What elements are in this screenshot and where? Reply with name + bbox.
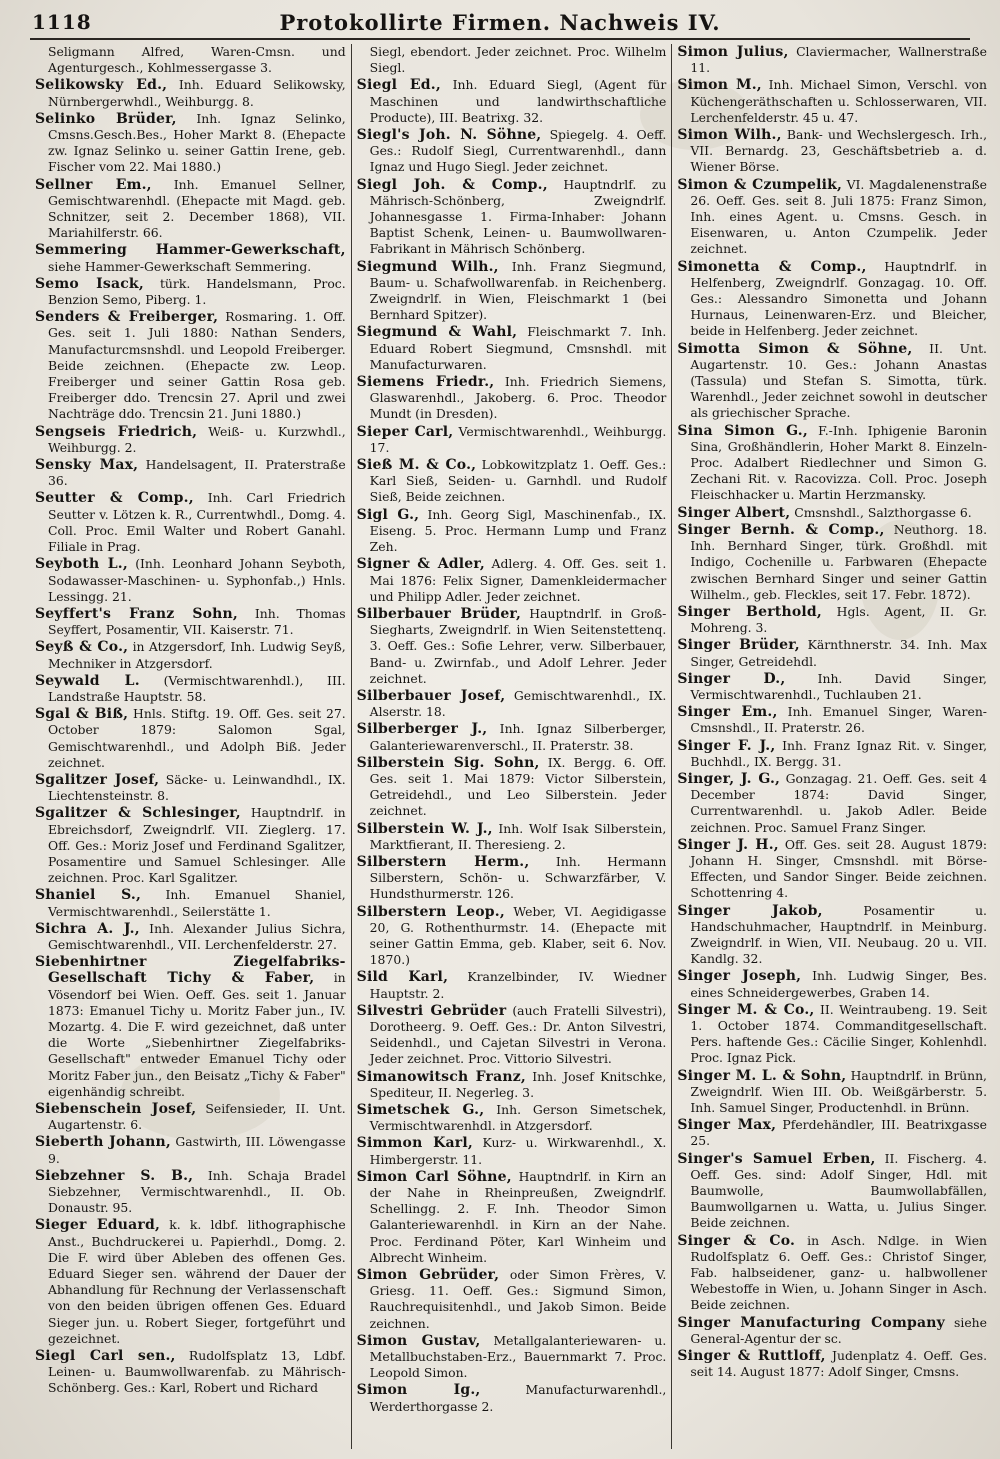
entry-text: Inh. Eduard Selikowsky, Nürnbergerwhdl., Weihburgg. 8. xyxy=(48,77,346,109)
entry-text: Hauptndrlf. in Brünn, Zweigndrlf. Wien III. Ob. Weißgärberstr. 5. Inh. Samuel Singer, Productenhdl. in Brünn. xyxy=(690,1067,988,1115)
directory-entry xyxy=(357,821,667,853)
firm-name: Silberstern Leop., xyxy=(356,903,505,920)
firm-name: Simonetta & Comp., xyxy=(677,258,867,275)
entry-text: Gastwirth, III. Löwengasse 9. xyxy=(48,1134,346,1166)
firm-name: Siegmund Wilh., xyxy=(356,258,499,275)
firm-name: Sichra A. J., xyxy=(35,920,140,937)
entry-text: Hauptndrlf. zu Mährisch-Schönberg, Zweigndrlf. Johannesgasse 1. Firma-Inhaber: Johann Baptist Schenk, Leinen- u. Baumwollwaren-Fabrikant in Mährisch Schönberg. xyxy=(369,176,667,257)
firm-name: Simon Julius, xyxy=(677,44,789,60)
firm-name: Singer Em., xyxy=(677,704,778,721)
firm-name: Seyffert's Franz Sohn, xyxy=(35,605,238,622)
directory-entry xyxy=(677,671,987,703)
directory-entry xyxy=(357,1135,667,1167)
directory-entry xyxy=(357,324,667,373)
directory-entry xyxy=(677,341,987,422)
firm-name: Singer Max, xyxy=(677,1117,777,1134)
firm-name: Singer F. J., xyxy=(677,737,776,754)
firm-name: Seyß & Co., xyxy=(35,639,129,656)
directory-entry xyxy=(677,1348,987,1380)
entry-text: Inh. Ignaz Silberberger, Galanteriewarenverschl., II. Praterstr. 38. xyxy=(369,721,667,753)
directory-entry xyxy=(357,77,667,126)
firm-name: Silberstein W. J., xyxy=(356,820,493,837)
entry-text: Fleischmarkt 7. Inh. Eduard Robert Siegmund, Cmsnshdl. mit Manufacturwaren. xyxy=(369,324,667,372)
entry-text: Kurz- u. Wirkwarenhdl., X. Himbergerstr. 11. xyxy=(369,1135,667,1167)
directory-entry xyxy=(357,1267,667,1332)
entry-text: Hauptndrlf. in Helfenberg, Zweigndrlf. Gonzagag. 10. Off. Ges.: Alessandro Simonetta und Johann Hurnaus, Leinenwaren-Erz. und Bleicher, beide in Helfenberg. Jeder zeichnet. xyxy=(690,258,988,339)
firm-name: Silberbauer Brüder, xyxy=(356,605,522,622)
directory-entry xyxy=(357,259,667,324)
page-title: Protokollirte Firmen. Nachweis IV. xyxy=(279,9,721,35)
firm-name: Sigl G., xyxy=(356,506,420,523)
entry-text: Bank- und Wechslergesch. Irh., VII. Bernardg. 23, Geschäftsbetrieb a. d. Wiener Börse. xyxy=(690,127,988,175)
entry-text: Inh. Ignaz Selinko, Cmsns.Gesch.Bes., Hoher Markt 8. (Ehepacte zw. Ignaz Selinko u. seiner Gattin Irene, geb. Fischer vom 22. Mai 1880.) xyxy=(48,110,346,175)
firm-name: Sieberth Johann, xyxy=(35,1134,171,1151)
firm-name: Silvestri Gebrüder xyxy=(356,1002,507,1019)
entry-text: Inh. Gerson Simetschek, Vermischtwarenhdl. in Atzgersdorf. xyxy=(369,1102,667,1134)
directory-entry xyxy=(677,1233,987,1314)
entry-text: Adlerg. 4. Off. Ges. seit 1. Mai 1876: Felix Signer, Damenkleidermacher und Philipp Adler. Jeder zeichnet. xyxy=(369,556,667,604)
column-right xyxy=(671,44,992,1449)
entry-text: Hgls. Agent, II. Gr. Mohreng. 3. xyxy=(690,603,987,636)
entry-text: Inh. Georg Sigl, Maschinenfab., IX. Eiseng. 5. Proc. Hermann Lump und Franz Zeh. xyxy=(369,506,667,555)
firm-name: Silberberger J., xyxy=(356,721,488,738)
entry-text: k. k. ldbf. lithographische Anst., Buchdruckerei u. Papierhdl., Domg. 2. Die F. wird über Ableben des offenen Ges. Eduard Sieger sen. während der Dauer der Abhandlung für Rechnung der Verlassenschaft von den beiden übrigen offenen Ges. Eduard Sieger jun. u. Robert Sieger, fortgeführt und gezeichnet. xyxy=(48,1217,346,1346)
directory-entry xyxy=(357,1169,667,1266)
firm-name: Silberbauer Josef, xyxy=(356,687,506,704)
directory-entry xyxy=(677,44,987,76)
firm-name: Singer's Samuel Erben, xyxy=(677,1150,876,1167)
entry-text: (Inh. Leonhard Johann Seyboth, Sodawasser-Maschinen- u. Syphonfab.,) Hnls. Lessingg. 21. xyxy=(48,556,346,604)
firm-name: Siegmund & Wahl, xyxy=(356,324,518,341)
firm-name: Singer Brüder, xyxy=(677,637,800,654)
directory-entry xyxy=(35,673,346,705)
entry-text: Inh. Michael Simon, Verschl. von Küchengeräthschaften u. Schlosserwaren, VII. Lerchenfelderstr. 45 u. 47. xyxy=(690,77,988,125)
directory-entry xyxy=(35,177,346,242)
entry-text: Weiß- u. Kurzwhdl., Weihburgg. 2. xyxy=(48,423,346,455)
directory-entry xyxy=(35,1217,346,1347)
directory-entry xyxy=(677,637,987,669)
firm-name: Singer & Ruttloff, xyxy=(677,1348,826,1365)
directory-entry xyxy=(357,44,667,76)
entry-text: Handelsagent, II. Praterstraße 36. xyxy=(48,457,346,489)
entry-text: Spiegelg. 4. Oeff. Ges.: Rudolf Siegl, Currentwarenhdl., dann Ignaz und Hugo Siegl. Jeder zeichnet. xyxy=(369,127,667,175)
directory-entry xyxy=(35,887,346,919)
entry-text: Inh. Carl Friedrich Seutter v. Lötzen k. R., Currentwhdl., Domg. 4. Coll. Proc. Emil Walter und Robert Ganahl. Filiale in Prag. xyxy=(48,490,346,555)
firm-name: Siegl Joh. & Comp., xyxy=(356,176,548,193)
directory-entry xyxy=(35,921,346,953)
entry-text: Kranzelbinder, IV. Wiedner Hauptstr. 2. xyxy=(369,969,667,1001)
entry-text: Claviermacher, Wallnerstraße 11. xyxy=(690,44,988,76)
firm-name: Singer Manufacturing Company xyxy=(677,1314,945,1331)
entry-text: (Vermischtwarenhdl.), III. Landstraße Hauptstr. 58. xyxy=(48,672,346,704)
entry-text: II. Fischerg. 4. Oeff. Ges. sind: Adolf Singer, Hdl. mit Baumwolle, Baumwollabfällen, Baumwollgarnen u. Watta, u. Julius Singer. Beide zeichnen. xyxy=(690,1150,988,1231)
entry-text: Säcke- u. Leinwandhdl., IX. Liechtensteinstr. 8. xyxy=(48,771,346,804)
firm-name: Simanowitsch Franz, xyxy=(356,1068,526,1085)
firm-name: Semmering Hammer-Gewerkschaft, xyxy=(35,242,346,259)
directory-entry xyxy=(357,721,667,753)
entry-text: Inh. Hermann Silberstern, Schön- u. Schwarzfärber, V. Hundsthurmerstr. 126. xyxy=(369,853,667,902)
firm-name: Seutter & Comp., xyxy=(35,490,194,507)
entry-text: F.-Inh. Iphigenie Baronin Sina, Großhändlerin, Hoher Markt 8. Einzeln-Proc. Adalbert Riedlechner und Simon G. Zechani Rit. v. Racovizza. Coll. Proc. Joseph Fleischhacker u. Martin Herzmansky. xyxy=(690,422,988,503)
firm-name: Singer & Co. xyxy=(677,1232,796,1249)
directory-entry xyxy=(35,706,346,771)
firm-name: Siemens Friedr., xyxy=(356,374,495,391)
directory-entry xyxy=(677,903,987,968)
directory-entry xyxy=(357,755,667,820)
entry-text: Inh. Emanuel Shaniel, Vermischtwarenhdl., Seilerstätte 1. xyxy=(48,887,346,919)
firm-name: Seywald L. xyxy=(35,672,140,689)
firm-name: Semo Isack, xyxy=(35,275,144,292)
firm-name: Siebenhirtner Ziegelfabriks-Gesellschaft Tichy & Faber, xyxy=(35,954,346,987)
firm-name: Siebzehner S. B., xyxy=(35,1167,194,1184)
firm-name: Singer Bernh. & Comp., xyxy=(677,521,885,538)
firm-name: Silberstern Herm., xyxy=(356,853,530,870)
firm-name: Simon Carl Söhne, xyxy=(356,1168,512,1185)
page-header xyxy=(30,6,970,40)
directory-entry xyxy=(677,704,987,736)
firm-name: Simon Gebrüder, xyxy=(356,1267,500,1284)
entry-text: Gemischtwarenhdl., IX. Alserstr. 18. xyxy=(369,687,667,720)
firm-name: Siegl Ed., xyxy=(356,77,441,94)
directory-entry xyxy=(35,954,346,1100)
firm-name: Simon & Czumpelik, xyxy=(677,176,843,193)
firm-name: Sieß M. & Co., xyxy=(356,457,477,474)
directory-entry xyxy=(677,1151,987,1232)
firm-name: Simmon Karl, xyxy=(356,1135,473,1152)
entry-text: Hauptndrlf. in Groß-Siegharts, Zweigndrlf. in Wien Seitenstettenq. 3. Oeff. Ges.: Sofie Lehrer, verw. Silberbauer, Band- u. Zwirnfab., und Adolf Lehrer. Jeder zeichnet. xyxy=(369,605,667,686)
directory-entry xyxy=(35,111,346,176)
column-middle xyxy=(351,44,672,1449)
directory-entry xyxy=(357,1003,667,1068)
entry-text: Inh. Emanuel Sellner, Gemischtwarenhdl. (Ehepacte mit Magd. geb. Schnitzer, seit 2. December 1868), VII. Mariahilferstr. 66. xyxy=(48,176,346,241)
directory-entry xyxy=(357,606,667,687)
entry-text: Weber, VI. Aegidigasse 20, G. Rothenthurmstr. 14. (Ehepacte mit seiner Gattin Emma, geb. Klaber, seit 6. Nov. 1870.) xyxy=(369,903,667,968)
firm-name: Sensky Max, xyxy=(35,457,139,474)
entry-text: Seifensieder, II. Unt. Augartenstr. 6. xyxy=(48,1101,346,1133)
entry-text: Judenplatz 4. Oeff. Ges. seit 14. August 1877: Adolf Singer, Cmsns. xyxy=(690,1348,988,1380)
directory-entry xyxy=(357,374,667,423)
entry-text: Kärnthnerstr. 34. Inh. Max Singer, Getreidehdl. xyxy=(690,637,988,669)
directory-entry xyxy=(357,424,667,456)
entry-text: Vermischtwarenhdl., Weihburgg. 17. xyxy=(369,423,667,455)
firm-name: Singer J. H., xyxy=(677,836,779,853)
firm-name: Singer Joseph, xyxy=(677,968,802,985)
entry-text: Lobkowitzplatz 1. Oeff. Ges.: Karl Sieß, Seiden- u. Garnhdl. und Rudolf Sieß, Beide zeichnen. xyxy=(369,457,667,505)
firm-name: Sgalitzer & Schlesinger, xyxy=(35,805,241,822)
entry-text: Inh. Ludwig Singer, Bes. eines Schneidergewerbes, Graben 14. xyxy=(690,968,988,1000)
firm-name: Siebenschein Josef, xyxy=(35,1101,197,1117)
page-number: 1118 xyxy=(32,10,92,34)
entry-text: Inh. Josef Knitschke, Spediteur, II. Negerleg. 3. xyxy=(369,1068,667,1100)
directory-entry xyxy=(677,968,987,1000)
directory-entry xyxy=(35,639,346,671)
firm-name: Sgalitzer Josef, xyxy=(35,771,160,788)
entry-text: siehe General-Agentur der sc. xyxy=(690,1314,987,1346)
directory-entry xyxy=(357,854,667,903)
entry-text: türk. Handelsmann, Proc. Benzion Semo, Piberg. 1. xyxy=(48,275,346,308)
directory-entry xyxy=(357,688,667,720)
directory-entry xyxy=(35,772,346,804)
entry-text: Metallgalanteriewaren- u. Metallbuchstaben-Erz., Bauernmarkt 7. Proc. Leopold Simon. xyxy=(369,1332,667,1381)
entry-text: IX. Bergg. 6. Off. Ges. seit 1. Mai 1879: Victor Silberstein, Getreidehdl., und Leo Silberstein. Jeder zeichnet. xyxy=(369,754,667,819)
entry-text: Off. Ges. seit 28. August 1879: Johann H. Singer, Cmsnshdl. mit Börse-Effecten, und Sandor Singer. Beide zeichnen. Schottenring 4. xyxy=(690,836,988,901)
entry-text: II. Unt. Augartenstr. 10. Ges.: Johann Anastas (Tassula) und Stefan S. Simotta, türk. Warenhdl., Jeder zeichnet sowohl in deutscher als griechischer Sprache. xyxy=(690,340,988,421)
firm-name: Seyboth L., xyxy=(35,556,128,573)
firm-name: Simotta Simon & Söhne, xyxy=(677,340,913,357)
directory-entry xyxy=(35,457,346,489)
directory-entry xyxy=(357,969,667,1001)
firm-name: Silberstein Sig. Sohn, xyxy=(356,754,540,771)
directory-entry xyxy=(677,771,987,836)
directory-entry xyxy=(677,77,987,126)
directory-entry xyxy=(357,904,667,969)
directory-entry xyxy=(357,507,667,556)
directory-entry xyxy=(677,1002,987,1067)
directory-entry xyxy=(357,1333,667,1382)
directory-entry xyxy=(677,259,987,340)
directory-entry xyxy=(35,1168,346,1217)
entry-text: (auch Fratelli Silvestri), Dorotheerg. 9. Oeff. Ges.: Dr. Anton Silvestri, Seidenhdl., und Cajetan Silvestri in Verona. Jeder zeichnet. Proc. Vittorio Silvestri. xyxy=(369,1002,667,1067)
entry-text: Pferdehändler, III. Beatrixgasse 25. xyxy=(690,1117,988,1149)
directory-entry xyxy=(35,805,346,886)
entry-text: Hnls. Stiftg. 19. Off. Ges. seit 27. October 1879: Salomon Sgal, Gemischtwarenhdl., und Adolph Biß. Jeder zeichnet. xyxy=(48,706,346,770)
entry-text: Inh. Schaja Bradel Siebzehner, Vermischtwarenhdl., II. Ob. Donaustr. 95. xyxy=(48,1167,346,1216)
directory-entry xyxy=(677,1068,987,1117)
directory-entry xyxy=(357,127,667,176)
firm-name: Senders & Freiberger, xyxy=(35,309,219,326)
entry-text: Gonzagag. 21. Oeff. Ges. seit 4 December 1874: David Singer, Currentwarenhdl. u. Jakob Adler. Beide zeichnen. Proc. Samuel Franz Singer. xyxy=(690,770,988,835)
entry-text: in Atzgersdorf, Inh. Ludwig Seyß, Mechniker in Atzgersdorf. xyxy=(48,639,346,671)
directory-entry xyxy=(35,77,346,109)
entry-text: in Vösendorf bei Wien. Oeff. Ges. seit 1. Januar 1873: Emanuel Tichy u. Moritz Faber jun., IV. Mozartg. 4. Die F. wird gezeichnet, daß unter die Worte „Siebenhirtner Ziegelfabriks-Gesellschaft" entweder Emanuel Tichy oder Moritz Faber jun., den Beisatz „Tichy & Faber" eigenhändig schreibt. xyxy=(48,970,346,1099)
firm-name: Singer M. & Co., xyxy=(677,1001,815,1018)
entry-text: Rudolfsplatz 13, Ldbf. Leinen- u. Baumwollwarenfab. zu Mährisch-Schönberg. Ges.: Karl, Robert und Richard xyxy=(48,1348,346,1396)
entry-text: Inh. Friedrich Siemens, Glaswarenhdl., Jakoberg. 6. Proc. Theodor Mundt (in Dresden). xyxy=(369,374,667,422)
directory-entry xyxy=(35,1134,346,1166)
entry-text: Manufacturwarenhdl., Werderthorgasse 2. xyxy=(369,1382,667,1414)
directory-entry xyxy=(677,837,987,902)
firm-name: Simetschek G., xyxy=(356,1102,485,1118)
directory-entry xyxy=(35,424,346,456)
directory-entry xyxy=(35,276,346,308)
entry-text: Cmsnshdl., Salzthorgasse 6. xyxy=(794,504,972,520)
entry-text: siehe Hammer-Gewerkschaft Semmering. xyxy=(48,258,312,274)
entry-text: Seligmann Alfred, Waren-Cmsn. und Agenturgesch., Kohlmessergasse 3. xyxy=(48,44,346,76)
firm-name: Siegl Carl sen., xyxy=(35,1348,176,1365)
directory-entry xyxy=(35,490,346,555)
entry-text: Posamentir u. Handschuhmacher, Hauptndrlf. in Meinburg. Zweigndrlf. in Wien, VII. Neubaug. 20 u. VII. Kandlg. 32. xyxy=(690,902,988,967)
firm-name: Sina Simon G., xyxy=(677,422,808,439)
entry-text: Inh. Alexander Julius Sichra, Gemischtwarenhdl., VII. Lerchenfelderstr. 27. xyxy=(48,920,346,952)
firm-name: Selinko Brüder, xyxy=(35,110,177,127)
entry-text: oder Simon Frères, V. Griesg. 11. Oeff. Ges.: Sigmund Simon, Rauchrequisitenhdl., und Jakob Simon. Beide zeichnen. xyxy=(369,1267,667,1331)
entry-text: Inh. Wolf Isak Silberstein, Marktfierant, II. Theresieng. 2. xyxy=(369,820,667,852)
firm-name: Siegl's Joh. N. Söhne, xyxy=(356,127,542,144)
directory-entry xyxy=(35,606,346,638)
directory-entry xyxy=(35,242,346,274)
directory-entry xyxy=(677,505,987,521)
directory-entry xyxy=(677,423,987,504)
directory-entry xyxy=(357,1102,667,1134)
firm-name: Simon Ig., xyxy=(356,1382,481,1399)
firm-name: Signer & Adler, xyxy=(356,556,485,573)
directory-entry xyxy=(677,522,987,603)
firm-name: Sgal & Biß, xyxy=(35,706,129,723)
firm-name: Singer Albert, xyxy=(677,504,791,521)
directory-entry xyxy=(357,1069,667,1101)
directory-entry xyxy=(677,127,987,176)
entry-text: II. Weintraubeng. 19. Seit 1. October 1874. Commanditgesellschaft. Pers. haftende Ges.: Cäcilie Singer, Kohlenhdl. Proc. Ignaz Pick. xyxy=(690,1001,988,1066)
directory-entry xyxy=(35,1101,346,1133)
firm-name: Sieper Carl, xyxy=(356,423,454,440)
firm-name: Simon Gustav, xyxy=(356,1332,481,1349)
directory-entry xyxy=(357,177,667,258)
firm-name: Sieger Eduard, xyxy=(35,1217,161,1234)
entry-text: VI. Magdalenenstraße 26. Oeff. Ges. seit 8. Juli 1875: Franz Simon, Inh. eines Agent. u. Cmsns. Gesch. in Eisenwaren, u. Anton Czumpelik. Jeder zeichnet. xyxy=(690,176,988,257)
directory-entry xyxy=(357,556,667,605)
entry-text: Rosmaring. 1. Off. Ges. seit 1. Juli 1880: Nathan Senders, Manufacturcmsnshdl. und Leopold Freiberger. Beide zeichnen. (Ehepacte zw. Leop. Freiberger und seiner Gattin Rosa geb. Freiberger ddo. Trencsin 27. April und zwei Nachträge ddo. Trencsin 21. Juni 1880.) xyxy=(48,309,346,422)
directory-entry xyxy=(677,604,987,636)
entry-text: Siegl, ebendort. Jeder zeichnet. Proc. Wilhelm Siegl. xyxy=(369,44,667,76)
entry-text: Neuthorg. 18. Inh. Bernhard Singer, türk. Großhdl. mit Indigo, Cochenille u. Farbwaren (Ehepacte zwischen Bernhard Singer und seiner Gattin Wilhelm., geb. Fleckles, seit 17. Febr. 1872). xyxy=(690,521,988,602)
firm-name: Simon M., xyxy=(677,77,762,94)
firm-name: Singer Jakob, xyxy=(677,902,823,919)
directory-entry xyxy=(35,44,346,76)
directory-entry xyxy=(35,1348,346,1397)
entry-text: Inh. David Singer, Vermischtwarenhdl., Tuchlauben 21. xyxy=(690,670,987,702)
directory-entry xyxy=(357,1382,667,1414)
directory-entry xyxy=(677,738,987,770)
directory-entry xyxy=(35,309,346,422)
firm-name: Singer Berthold, xyxy=(677,603,822,620)
firm-name: Sild Karl, xyxy=(356,969,449,986)
directory-entry xyxy=(35,556,346,605)
columns xyxy=(30,44,992,1449)
directory-entry xyxy=(357,457,667,506)
entry-text: Hauptndrlf. in Ebreichsdorf, Zweigndrlf. VII. Zieglerg. 17. Off. Ges.: Moriz Josef und Ferdinand Sgalitzer, Posamentire und Samuel Schlesinger. Alle zeichnen. Proc. Karl Sgalitzer. xyxy=(48,805,346,886)
entry-text: Inh. Thomas Seyffert, Posamentir, VII. Kaiserstr. 71. xyxy=(48,605,346,638)
entry-text: Inh. Franz Siegmund, Baum- u. Schafwollwarenfab. in Reichenberg. Zweigndrlf. in Wien, Fleischmarkt 1 (bei Bernhard Spitzer). xyxy=(369,258,667,323)
entry-text: Hauptndrlf. in Kirn an der Nahe in Rheinpreußen, Zweigndrlf. Schellingg. 2. F. Inh. Theodor Simon Galanteriewarenhdl. in Kirn an der Nahe. Proc. Ferdinand Pöter, Karl Winheim und Albrecht Winheim. xyxy=(369,1168,667,1265)
directory-entry xyxy=(677,1315,987,1347)
directory-entry xyxy=(677,177,987,258)
firm-name: Sellner Em., xyxy=(35,176,152,193)
entry-text: Inh. Eduard Siegl, (Agent für Maschinen und landwirthschaftliche Producte), III. Beatrixg. 32. xyxy=(369,77,667,125)
firm-name: Singer, J. G., xyxy=(677,770,781,787)
firm-name: Sengseis Friedrich, xyxy=(35,423,198,440)
entry-text: Inh. Franz Ignaz Rit. v. Singer, Buchhdl., IX. Bergg. 31. xyxy=(690,737,988,769)
firm-name: Selikowsky Ed., xyxy=(35,77,168,94)
directory-entry xyxy=(677,1117,987,1149)
column-left xyxy=(30,44,351,1449)
firm-name: Singer D., xyxy=(677,670,786,687)
firm-name: Shaniel S., xyxy=(35,887,142,904)
entry-text: Inh. Emanuel Singer, Waren-Cmsnshdl., II. Praterstr. 26. xyxy=(690,704,987,736)
entry-text: in Asch. Ndlge. in Wien Rudolfsplatz 6. Oeff. Ges.: Christof Singer, Fab. halbseidener, ganz- u. halbwollener Webestoffe in Wien, u. Johann Singer in Asch. Beide zeichnen. xyxy=(690,1232,988,1313)
firm-name: Simon Wilh., xyxy=(677,127,782,144)
firm-name: Singer M. L. & Sohn, xyxy=(677,1067,847,1084)
